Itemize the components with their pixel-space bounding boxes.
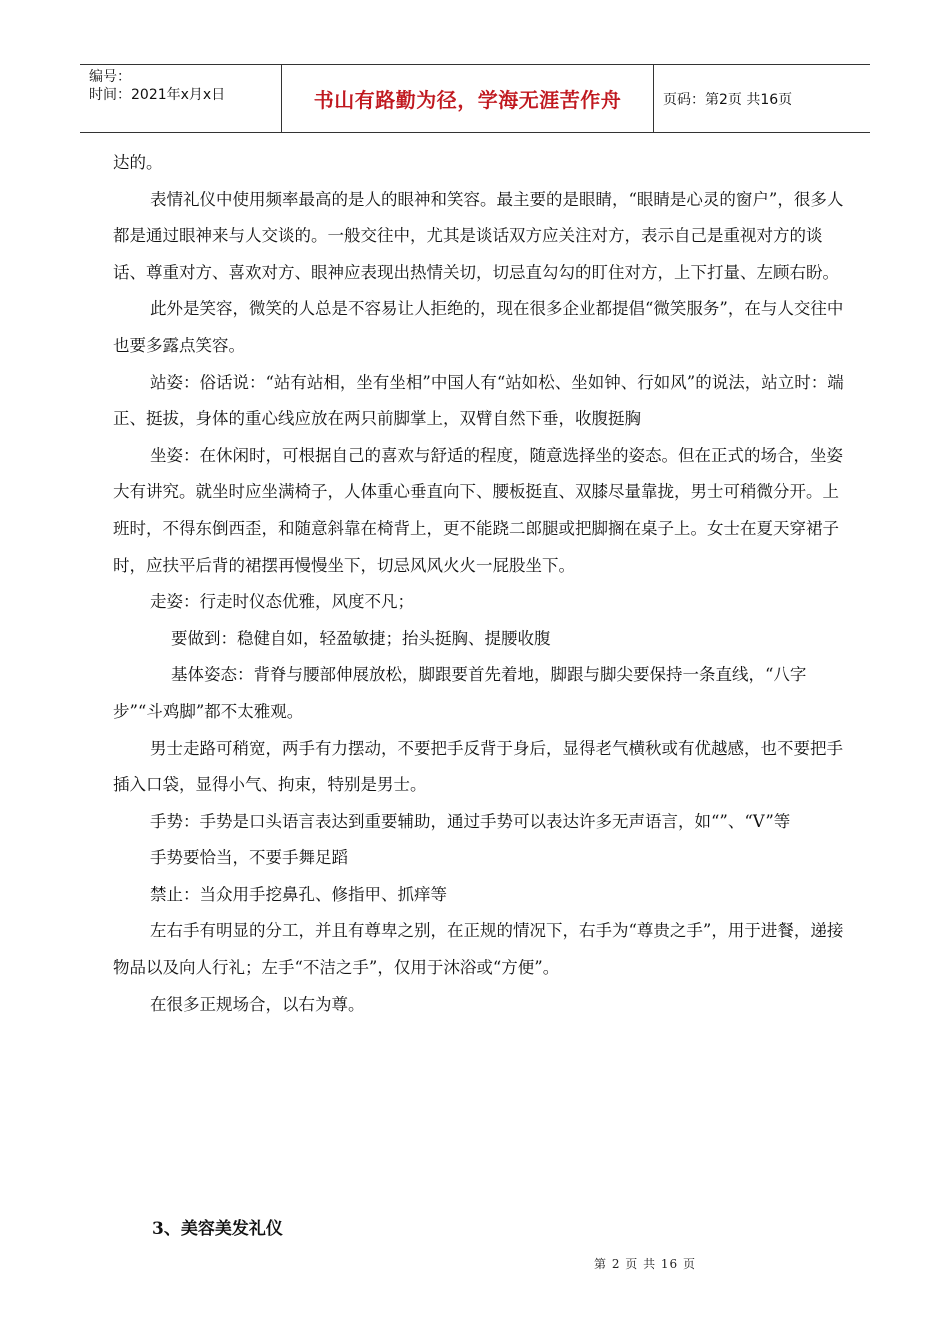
page-header <box>80 64 870 133</box>
paragraph: 禁止：当众用手挖鼻孔、修指甲、抓痒等 <box>150 884 447 904</box>
header-page-info: 页码：第2页 共16页 <box>663 91 793 108</box>
section-heading: 3、美容美发礼仪 <box>152 1219 283 1239</box>
serial-number-label: 编号： <box>89 69 131 85</box>
page-footer: 第 2 页 共 16 页 <box>594 1257 696 1271</box>
paragraph: 站姿：俗话说：“站有站相，坐有坐相”中国人有“站如松、坐如钟、行如风”的说法，站立时：端正、挺拔，身体的重心线应放在两只前脚掌上，双臂自然下垂，收腹挺胸 <box>113 372 844 429</box>
paragraph: 要做到：稳健自如，轻盈敏捷；抬头挺胸、提腰收腹 <box>171 628 551 648</box>
paragraph: 此外是笑容，微笑的人总是不容易让人拒绝的，现在很多企业都提倡“微笑服务”，在与人交往中也要多露点笑容。 <box>113 299 844 355</box>
paragraph: 坐姿：在休闲时，可根据自己的喜欢与舒适的程度，随意选择坐的姿态。但在正式的场合，坐姿大有讲究。就坐时应坐满椅子，人体重心垂直向下、腰板挺直、双膝尽量靠拢，男士可稍微分开。上班时，不得东倒西歪，和随意斜靠在椅背上，更不能跷二郎腿或把脚搁在桌子上。女士在夏天穿裙子时，应扶平后背的裙摆再慢慢坐下，切忌风风火火一屁股坐下。 <box>113 445 843 575</box>
header-motto: 书山有路勤为径，学海无涯苦作舟 <box>282 65 654 132</box>
header-left-cell <box>80 65 282 132</box>
paragraph: 男士走路可稍宽，两手有力摆动，不要把手反背于身后，显得老气横秋或有优越感，也不要把手插入口袋，显得小气、拘束，特别是男士。 <box>113 738 843 795</box>
date-label: 时间：2021年x月x日 <box>89 87 226 103</box>
paragraph: 表情礼仪中使用频率最高的是人的眼神和笑容。最主要的是眼睛，“眼睛是心灵的窗户”，很多人都是通过眼神来与人交谈的。一般交往中，尤其是谈话双方应关注对方，表示自己是重视对方的谈话、尊重对方、喜欢对方、眼神应表现出热情关切，切忌直勾勾的盯住对方，上下打量、左顾右盼。 <box>113 189 844 282</box>
paragraph: 左右手有明显的分工，并且有尊卑之别，在正规的情况下，右手为“尊贵之手”，用于进餐，递接物品以及向人行礼；左手“不洁之手”，仅用于沐浴或“方便”。 <box>113 921 844 978</box>
paragraph: 手势：手势是口头语言表达到重要辅助，通过手势可以表达许多无声语言，如“”、“V”等 <box>150 811 791 831</box>
paragraph: 走姿：行走时仪态优雅，风度不凡； <box>150 592 414 612</box>
paragraph: 基体姿态：背脊与腰部伸展放松，脚跟要首先着地，脚跟与脚尖要保持一条直线，“八字步”“斗鸡脚”都不太雅观。 <box>113 665 807 721</box>
paragraph: 在很多正规场合，以右为尊。 <box>150 994 365 1014</box>
document-body <box>113 145 853 1023</box>
paragraph: 手势要恰当，不要手舞足蹈 <box>150 848 348 868</box>
paragraph: 达的。 <box>113 153 163 172</box>
